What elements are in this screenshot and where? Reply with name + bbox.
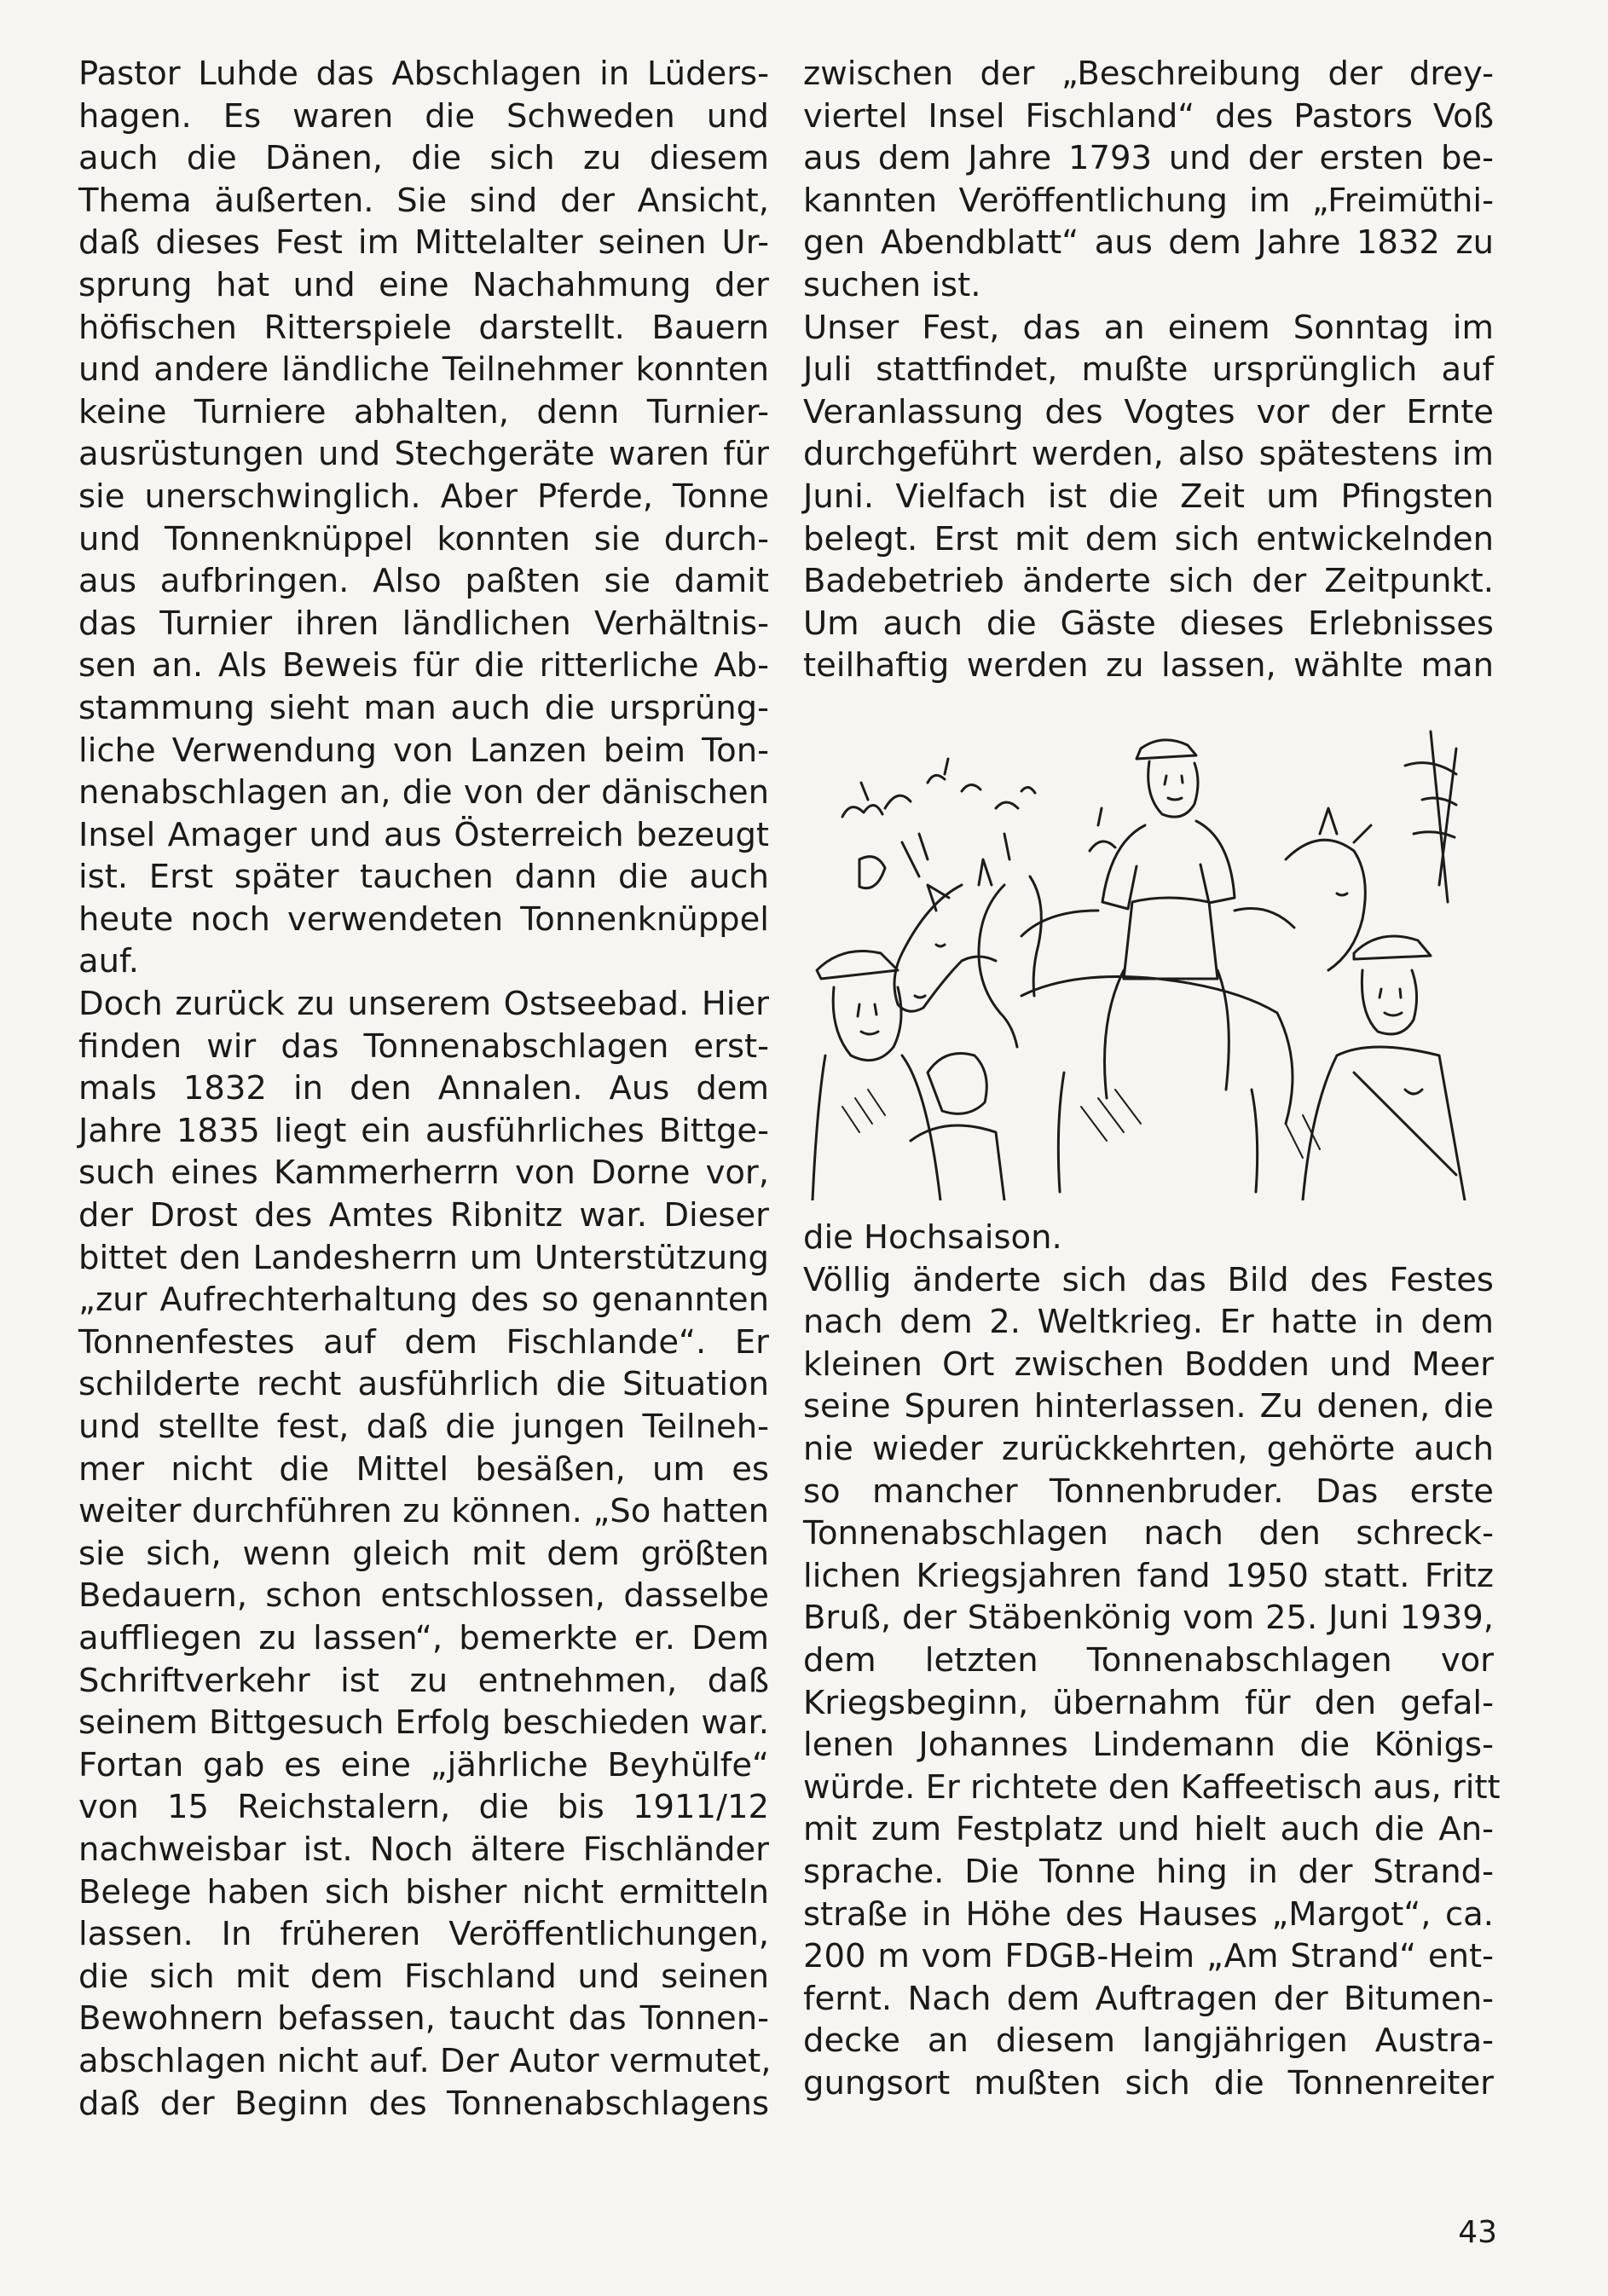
text-line: kannten Veröffentlichung im „Freimüthi- xyxy=(803,181,1494,220)
text-line: Um auch die Gäste dieses Erlebnisses xyxy=(803,604,1494,643)
text-line: ausrüstungen und Stechgeräte waren für xyxy=(78,435,769,474)
text-line: gen Abendblatt“ aus dem Jahre 1832 zu xyxy=(803,223,1494,263)
text-line: höfischen Ritterspiele darstellt. Bauern xyxy=(78,308,769,347)
text-line: auffliegen zu lassen“, bemerkte er. Dem xyxy=(78,1618,769,1657)
text-line: Juli stattfindet, mußte ursprünglich auf xyxy=(803,350,1494,390)
text-line: Bewohnern befassen, taucht das Tonnen- xyxy=(78,1999,769,2039)
text-line: und stellte fest, daß die jungen Teilneh- xyxy=(78,1408,769,1446)
text-line: Schriftverkehr ist zu entnehmen, daß xyxy=(78,1661,769,1700)
text-line: nenabschlagen an, die von der dänischen xyxy=(78,773,769,813)
text-line: sie unerschwinglich. Aber Pferde, Tonne xyxy=(78,477,769,516)
text-line: Tonnenfestes auf dem Fischlande“. Er xyxy=(78,1322,769,1362)
text-line: durchgeführt werden, also spätestens im xyxy=(803,435,1494,474)
text-line: sprache. Die Tonne hing in der Strand- xyxy=(803,1852,1494,1891)
text-line: kleinen Ort zwischen Bodden und Meer xyxy=(803,1345,1494,1384)
text-line: sprung hat und eine Nachahmung der xyxy=(78,265,769,304)
text-line: weiter durchführen zu können. „So hatten xyxy=(78,1492,769,1531)
text-line: lassen. In früheren Veröffentlichungen, xyxy=(78,1915,769,1954)
text-line: straße in Höhe des Hauses „Margot“, ca. xyxy=(803,1894,1494,1934)
text-line: finden wir das Tonnenabschlagen erst- xyxy=(78,1027,769,1066)
text-line: teilhaftig werden zu lassen, wählte man xyxy=(803,646,1494,685)
text-line: Völlig änderte sich das Bild des Festes xyxy=(803,1260,1494,1299)
text-line: aus aufbringen. Also paßten sie damit xyxy=(78,562,769,601)
text-line: seine Spuren hinterlassen. Zu denen, die xyxy=(803,1387,1494,1426)
text-line: daß dieses Fest im Mittelalter seinen Ur- xyxy=(78,223,769,263)
text-line: Bruß, der Stäbenkönig vom 25. Juni 1939, xyxy=(803,1599,1494,1638)
text-line: der Drost des Amtes Ribnitz war. Dieser xyxy=(78,1196,769,1235)
text-line: „zur Aufrechterhaltung des so genannten xyxy=(78,1281,769,1320)
page-number: 43 xyxy=(1458,2215,1497,2250)
text-line: Pastor Luhde das Abschlagen in Lüders- xyxy=(78,55,769,93)
text-line: auf. xyxy=(78,942,139,981)
text-line: fernt. Nach dem Auftragen der Bitumen- xyxy=(803,1979,1494,2018)
text-line: nachweisbar ist. Noch ältere Fischländer xyxy=(78,1830,769,1869)
text-line: die Hochsaison. xyxy=(803,1218,1062,1257)
right-text-column-bottom xyxy=(803,1217,1501,2104)
text-line: mer nicht die Mittel besäßen, um es xyxy=(78,1449,769,1489)
text-line: sie sich, wenn gleich mit dem größten xyxy=(78,1534,769,1573)
text-line: heute noch verwendeten Tonnenknüppel xyxy=(78,899,769,939)
text-line: keine Turniere abhalten, denn Turnier- xyxy=(78,392,769,431)
right-text-column-top xyxy=(803,53,1494,687)
text-line: mals 1832 in den Annalen. Aus dem xyxy=(78,1069,769,1108)
text-line: Juni. Vielfach ist die Zeit um Pfingsten xyxy=(803,477,1494,516)
text-line: viertel Insel Fischland“ des Pastors Voß xyxy=(803,96,1494,136)
text-line: das Turnier ihren ländlichen Verhältnis- xyxy=(78,604,769,643)
text-line: seinem Bittgesuch Erfolg beschieden war. xyxy=(78,1703,769,1743)
text-line: ist. Erst später tauchen dann die auch xyxy=(78,858,769,897)
text-line: gungsort mußten sich die Tonnenreiter xyxy=(803,2063,1494,2102)
text-line: Doch zurück zu unserem Ostseebad. Hier xyxy=(78,985,769,1024)
text-line: decke an diesem langjährigen Austra- xyxy=(803,2021,1494,2061)
riders-sketch-icon xyxy=(808,714,1495,1200)
text-line: schilderte recht ausführlich die Situation xyxy=(78,1365,769,1404)
text-line: Unser Fest, das an einem Sonntag im xyxy=(803,308,1494,347)
text-line: dem letzten Tonnenabschlagen vor xyxy=(803,1640,1494,1680)
text-line: nie wieder zurückkehrten, gehörte auch xyxy=(803,1429,1494,1468)
text-line: auch die Dänen, die sich zu diesem xyxy=(78,139,769,178)
text-line: daß der Beginn des Tonnenabschlagens xyxy=(78,2084,769,2123)
text-line: lenen Johannes Lindemann die Königs- xyxy=(803,1726,1494,1765)
text-line: Insel Amager und aus Österreich bezeugt xyxy=(78,815,769,854)
text-line: bittet den Landesherrn um Unterstützung xyxy=(78,1238,769,1277)
text-line: von 15 Reichstalern, die bis 1911/12 xyxy=(78,1788,769,1827)
text-line: hagen. Es waren die Schweden und xyxy=(78,96,769,136)
text-line: such eines Kammerherrn von Dorne vor, xyxy=(78,1154,769,1193)
text-line: Tonnenabschlagen nach den schreck- xyxy=(803,1514,1494,1553)
text-line: die sich mit dem Fischland und seinen xyxy=(78,1957,769,1996)
text-line: so mancher Tonnenbruder. Das erste xyxy=(803,1472,1494,1511)
text-line: Kriegsbeginn, übernahm für den gefal- xyxy=(803,1683,1494,1722)
text-line: sen an. Als Beweis für die ritterliche Ab- xyxy=(78,646,769,685)
text-line: Thema äußerten. Sie sind der Ansicht, xyxy=(78,181,769,220)
left-text-column xyxy=(78,53,772,2125)
text-line: abschlagen nicht auf. Der Autor vermutet, xyxy=(78,2041,772,2080)
text-line: und Tonnenknüppel konnten sie durch- xyxy=(78,519,769,558)
text-line: lichen Kriegsjahren fand 1950 statt. Fritz xyxy=(803,1556,1494,1595)
text-line: würde. Er richtete den Kaffeetisch aus, ritt xyxy=(803,1767,1501,1807)
text-line: aus dem Jahre 1793 und der ersten be- xyxy=(803,139,1494,178)
text-line: liche Verwendung von Lanzen beim Ton- xyxy=(78,731,769,770)
text-line: suchen ist. xyxy=(803,265,981,304)
text-line: 200 m vom FDGB-Heim „Am Strand“ ent- xyxy=(803,1937,1494,1976)
text-line: belegt. Erst mit dem sich entwickelnden xyxy=(803,519,1494,558)
text-line: zwischen der „Beschreibung der drey- xyxy=(803,55,1494,93)
text-line: Jahre 1835 liegt ein ausführliches Bittge- xyxy=(78,1111,769,1150)
text-line: nach dem 2. Weltkrieg. Er hatte in dem xyxy=(803,1303,1494,1342)
text-line: Belege haben sich bisher nicht ermitteln xyxy=(78,1872,769,1911)
text-line: Bedauern, schon entschlossen, dasselbe xyxy=(78,1576,769,1616)
text-line: Veranlassung des Vogtes vor der Ernte xyxy=(803,392,1494,431)
text-line: mit zum Festplatz und hielt auch die An- xyxy=(803,1810,1494,1849)
text-line: Badebetrieb änderte sich der Zeitpunkt. xyxy=(803,562,1494,601)
text-line: stammung sieht man auch die ursprüng- xyxy=(78,688,769,727)
text-line: und andere ländliche Teilnehmer konnten xyxy=(78,350,769,390)
text-line: Fortan gab es eine „jährliche Beyhülfe“ xyxy=(78,1745,769,1784)
